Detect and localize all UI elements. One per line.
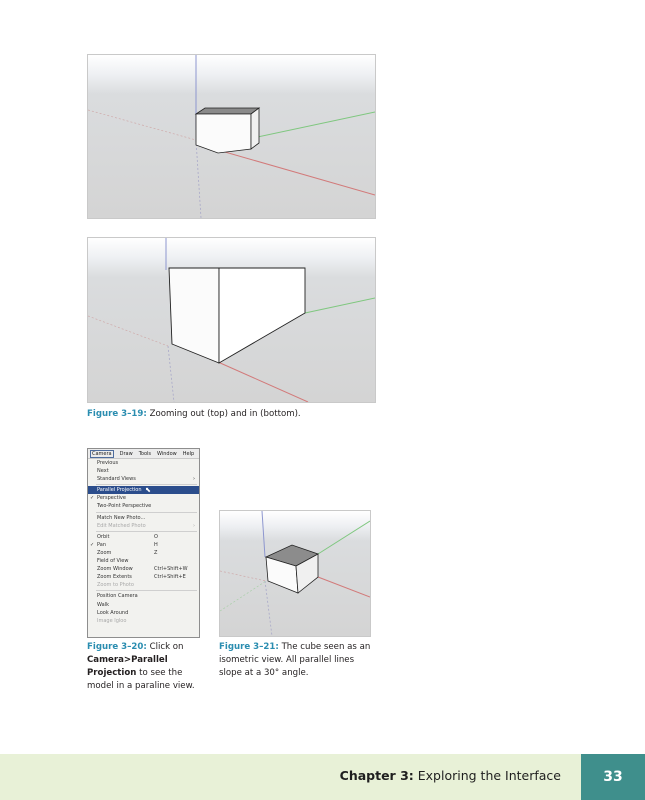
menu-item-label: Perspective <box>97 495 126 502</box>
menu-item-label: Zoom Window <box>97 566 133 573</box>
menu-item-previous[interactable] <box>88 459 199 467</box>
menu-item-label: Look Around <box>97 609 129 616</box>
chapter-name: Exploring the Interface <box>417 768 561 783</box>
page-number: 33 <box>581 754 645 800</box>
menu-item-shortcut: H <box>154 541 158 548</box>
menu-bar <box>88 449 199 459</box>
figure-3-20-text-before: Click on <box>149 642 184 652</box>
menu-item-zoom[interactable] <box>88 549 199 557</box>
menu-item-edit-matched-photo <box>88 522 199 530</box>
green-axis <box>318 521 370 554</box>
menu-item-label: Orbit <box>97 533 110 540</box>
menu-tools[interactable]: Tools <box>138 450 152 457</box>
blue-axis-hidden <box>168 346 174 402</box>
isometric-scene <box>220 511 370 636</box>
menu-separator <box>96 484 197 485</box>
menu-item-orbit[interactable] <box>88 533 199 541</box>
figure-3-21-label: Figure 3–21: <box>219 642 279 652</box>
menu-item-label: Zoom Extents <box>97 574 132 581</box>
menu-item-zoom-window[interactable] <box>88 565 199 573</box>
chapter-title <box>340 768 561 783</box>
sketchup-viewport-isometric <box>219 510 371 637</box>
figure-3-19-caption <box>87 408 387 421</box>
menu-separator <box>96 590 197 591</box>
menu-item-label: Parallel Projection <box>97 487 142 494</box>
figure-3-19-text: Zooming out (top) and in (bottom). <box>149 409 301 419</box>
chapter-label: Chapter 3: <box>339 768 414 783</box>
menu-item-walk[interactable] <box>88 601 199 609</box>
menu-item-pan[interactable] <box>88 541 199 549</box>
cube-front-face <box>196 114 251 153</box>
checkmark-icon: ✓ <box>90 495 95 502</box>
menu-item-standard-views[interactable] <box>88 475 199 483</box>
red-axis <box>218 150 375 195</box>
menu-separator <box>96 512 197 513</box>
menu-item-shortcut: Z <box>154 549 158 556</box>
menu-item-label: Zoom to Photo <box>97 582 134 589</box>
menu-item-shortcut: O <box>154 533 158 540</box>
figure-3-21-caption <box>219 641 374 680</box>
menu-item-label: Standard Views <box>97 476 136 483</box>
menu-item-position-camera[interactable] <box>88 592 199 600</box>
menu-item-label: Two-Point Perspective <box>97 503 152 510</box>
submenu-arrow-icon: › <box>193 522 195 529</box>
menu-item-label: Pan <box>97 541 107 548</box>
green-axis <box>305 298 375 313</box>
red-axis-hidden <box>88 110 196 140</box>
figure-3-20-text-after: to see the model in a paraline view. <box>87 668 195 691</box>
menu-item-look-around[interactable] <box>88 609 199 617</box>
menu-item-label: Match New Photo... <box>97 514 146 521</box>
menu-item-label: Previous <box>97 460 119 466</box>
figure-3-21-text: The cube seen as an isometric view. All parallel lines slope at a 30° angle. <box>219 642 371 678</box>
green-axis <box>253 112 375 138</box>
submenu-arrow-icon: › <box>193 476 195 483</box>
menu-item-two-point-perspective[interactable] <box>88 502 199 510</box>
cube-top-face <box>196 108 259 114</box>
menu-item-parallel-projection[interactable] <box>88 486 199 494</box>
menu-item-field-of-view[interactable] <box>88 557 199 565</box>
menu-camera[interactable]: Camera <box>92 450 112 457</box>
menu-window[interactable]: Window <box>157 450 177 457</box>
menu-item-shortcut: Ctrl+Shift+W <box>154 566 188 573</box>
cube-left-face <box>169 268 219 363</box>
checkmark-icon: ✓ <box>90 541 95 548</box>
red-axis-hidden <box>88 316 168 346</box>
figure-3-20-caption <box>87 641 207 693</box>
camera-menu-screenshot <box>87 448 200 638</box>
menu-item-label: Zoom <box>97 549 112 556</box>
cube-side-face <box>251 108 259 149</box>
menu-item-label: Edit Matched Photo <box>97 522 146 529</box>
red-axis-hidden <box>220 571 266 581</box>
menu-help[interactable]: Help <box>182 450 195 457</box>
menu-item-label: Walk <box>97 601 109 608</box>
green-axis-hidden <box>220 581 266 611</box>
menu-item-shortcut: Ctrl+Shift+E <box>154 574 186 581</box>
blue-axis <box>262 511 265 557</box>
menu-item-image-igloo <box>88 617 199 625</box>
menu-item-label: Field of View <box>97 558 129 565</box>
figure-3-19-label: Figure 3–19: <box>87 409 147 419</box>
mouse-cursor-icon: ⬉ <box>145 486 151 495</box>
blue-axis-hidden <box>196 140 201 218</box>
sketchup-viewport-zoomed-out <box>87 54 376 219</box>
red-axis <box>218 362 308 402</box>
blue-axis-hidden <box>265 581 272 636</box>
figure-3-20-bold: Camera>Parallel Projection <box>87 655 168 678</box>
zoomed-in-scene <box>88 238 375 402</box>
figure-3-20-label: Figure 3–20: <box>87 642 147 652</box>
menu-item-label: Image Igloo <box>97 617 127 624</box>
menu-item-zoom-extents[interactable] <box>88 573 199 581</box>
menu-item-perspective[interactable] <box>88 494 199 502</box>
red-axis <box>318 577 370 597</box>
menu-separator <box>96 531 197 532</box>
menu-draw[interactable]: Draw <box>119 450 133 457</box>
menu-item-match-new-photo[interactable] <box>88 514 199 522</box>
menu-item-label: Next <box>97 468 109 475</box>
sketchup-viewport-zoomed-in <box>87 237 376 403</box>
zoomed-out-scene <box>88 55 375 218</box>
menu-item-zoom-to-photo <box>88 581 199 589</box>
menu-item-next[interactable] <box>88 467 199 475</box>
cube-right-face <box>219 268 305 363</box>
menu-item-label: Position Camera <box>97 593 138 600</box>
